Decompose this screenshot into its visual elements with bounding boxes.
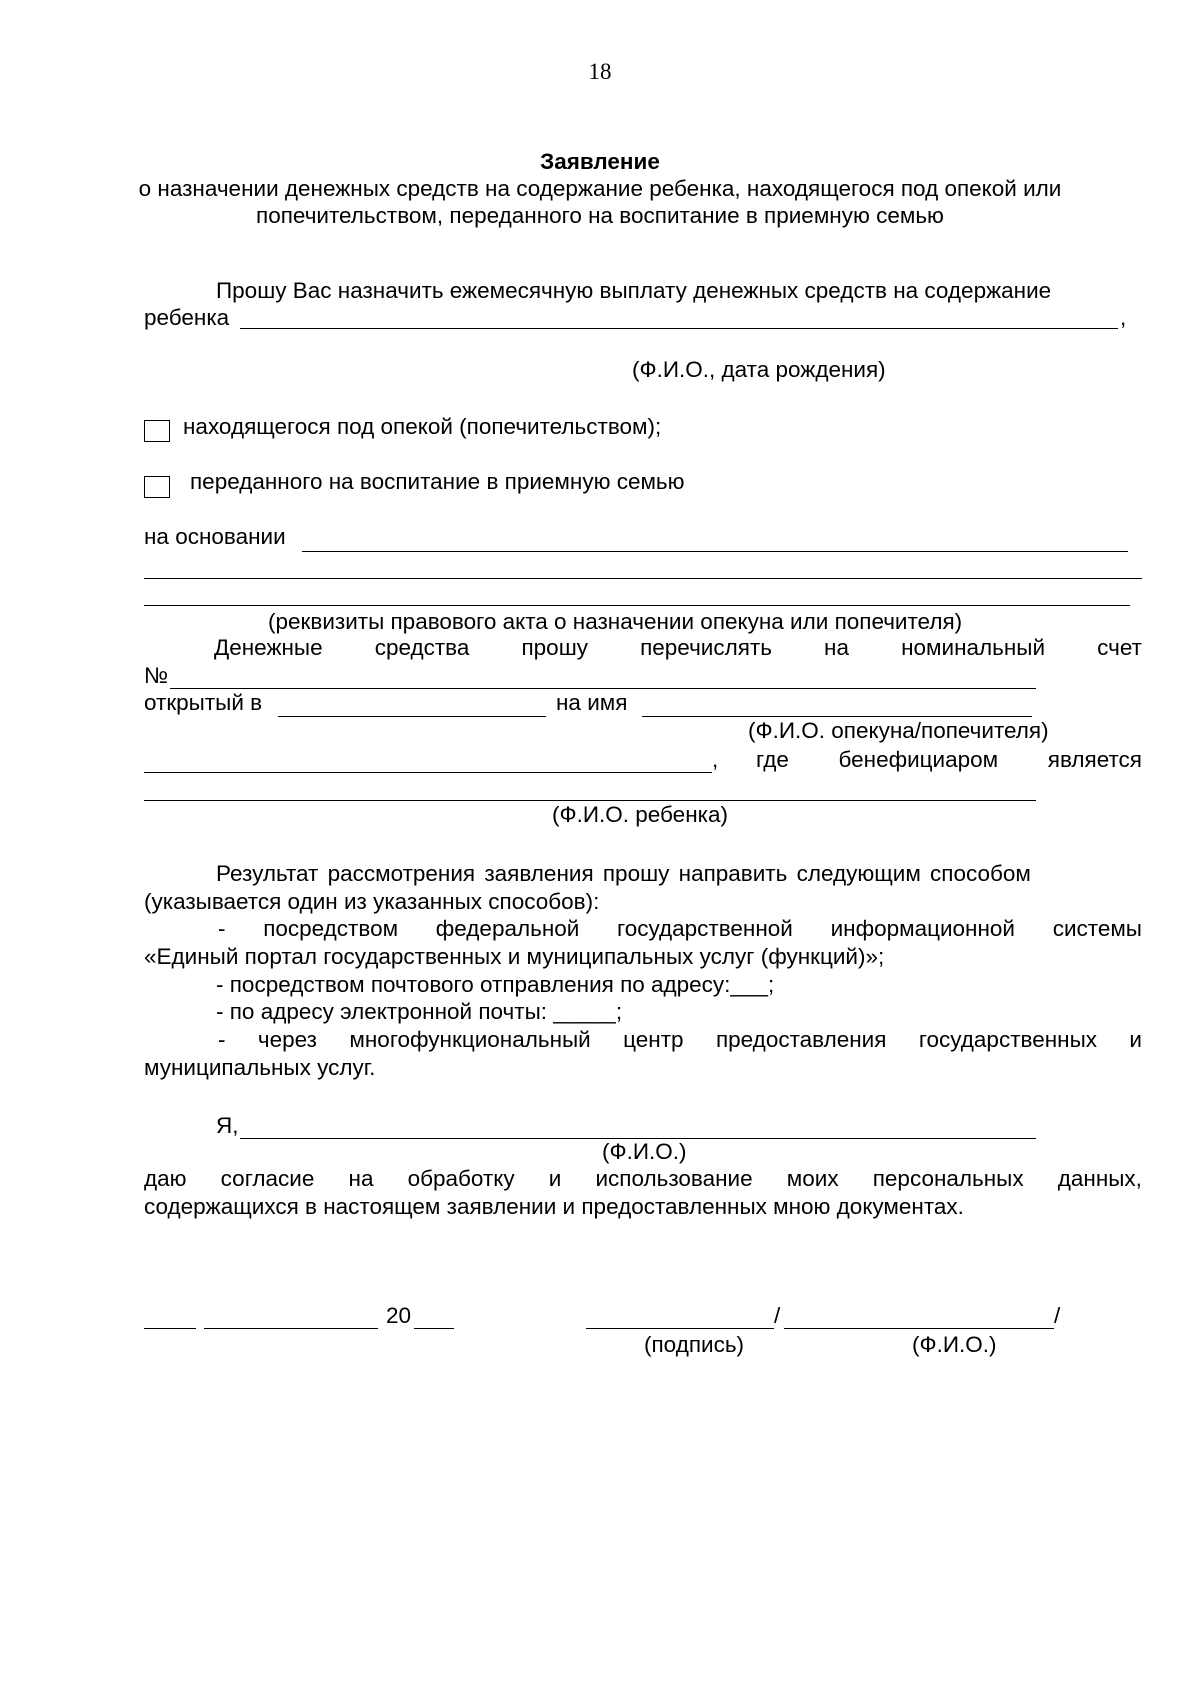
account-word: перечислять	[640, 635, 772, 660]
mfc-word: многофункциональный	[349, 1027, 591, 1052]
account-word: счет	[1097, 635, 1142, 660]
mfc-word: -	[218, 1027, 226, 1052]
consent-word: данных,	[1057, 1166, 1142, 1191]
beneficiary-child-hint: (Ф.И.О. ребенка)	[552, 802, 728, 827]
signature-slash-1: /	[774, 1303, 781, 1328]
foster-family-checkbox[interactable]	[144, 476, 170, 498]
child-label: ребенка	[144, 305, 230, 330]
consent-word: и	[548, 1166, 562, 1191]
signature-hint: (подпись)	[644, 1332, 745, 1357]
consent-word: моих	[786, 1166, 839, 1191]
bank-name-blank[interactable]	[278, 716, 546, 717]
basis-hint: (реквизиты правового акта о назначении опекуна или попечителя)	[268, 609, 963, 634]
beneficiary-word: бенефициаром	[838, 747, 999, 772]
signature-slash-2: /	[1054, 1303, 1061, 1328]
beneficiary-word: является	[1047, 747, 1142, 772]
epgu-word: системы	[1052, 916, 1142, 941]
mfc-word: государственных	[918, 1027, 1097, 1052]
result-line1: Результат рассмотрения заявления прошу направить следующим способом	[216, 861, 1031, 886]
signature-fio-blank[interactable]	[784, 1328, 1054, 1329]
epgu-word: посредством	[263, 916, 399, 941]
account-word: Денежные	[214, 635, 323, 660]
email-option: - по адресу электронной почты: _____;	[216, 999, 623, 1024]
consent-word: использование	[595, 1166, 753, 1191]
epgu-word: информационной	[830, 916, 1015, 941]
page-number: 18	[588, 59, 612, 84]
epgu-word: федеральной	[435, 916, 580, 941]
document-subtitle-line2: попечительством, переданного на воспитание в приемную семью	[256, 203, 944, 228]
date-year-blank[interactable]	[414, 1328, 454, 1329]
mfc-word: предоставления	[715, 1027, 887, 1052]
basis-blank-2[interactable]	[144, 578, 1142, 579]
consent-word: на	[348, 1166, 374, 1191]
epgu-option-line	[218, 915, 1142, 943]
epgu-word: -	[218, 916, 226, 941]
guardianship-checkbox-label: находящегося под опекой (попечительством);	[183, 414, 662, 439]
guardianship-checkbox[interactable]	[144, 420, 170, 442]
basis-blank-1[interactable]	[302, 551, 1128, 552]
guardian-hint: (Ф.И.О. опекуна/попечителя)	[748, 718, 1049, 743]
mfc-option-line2: муниципальных услуг.	[144, 1055, 376, 1080]
consent-fio-hint: (Ф.И.О.)	[602, 1139, 687, 1164]
account-extra-blank[interactable]	[144, 772, 712, 773]
mfc-option-line	[218, 1026, 1142, 1054]
mfc-word: через	[257, 1027, 317, 1052]
beneficiary-word: где	[756, 747, 789, 772]
beneficiary-line	[756, 746, 1142, 774]
consent-word: обработку	[407, 1166, 515, 1191]
document-subtitle-line1: о назначении денежных средств на содержание ребенка, находящегося под опекой или	[138, 176, 1062, 201]
date-day-blank[interactable]	[144, 1328, 196, 1329]
epgu-word: государственной	[617, 916, 793, 941]
account-request-line	[214, 634, 1142, 662]
signature-blank[interactable]	[586, 1328, 774, 1329]
document-title: Заявление	[540, 149, 660, 174]
opened-in-label: открытый в	[144, 690, 263, 715]
consent-word: согласие	[220, 1166, 315, 1191]
signature-fio-hint: (Ф.И.О.)	[912, 1332, 997, 1357]
consent-i-label: Я,	[216, 1113, 239, 1138]
request-line1: Прошу Вас назначить ежемесячную выплату денежных средств на содержание	[216, 278, 1052, 303]
account-word: прошу	[521, 635, 588, 660]
account-extra-comma: ,	[712, 747, 719, 772]
result-line2: (указывается один из указанных способов):	[144, 889, 600, 914]
post-option: - посредством почтового отправления по адресу:___;	[216, 972, 775, 997]
account-number-sign: №	[144, 663, 169, 688]
basis-blank-3[interactable]	[144, 605, 1130, 606]
consent-line2: содержащихся в настоящем заявлении и предоставленных мною документах.	[144, 1194, 964, 1219]
account-word: на	[824, 635, 849, 660]
date-year-prefix: 20	[386, 1303, 412, 1328]
foster-family-checkbox-label: переданного на воспитание в приемную семью	[190, 469, 685, 494]
account-word: номинальный	[901, 635, 1046, 660]
basis-label: на основании	[144, 524, 286, 549]
account-word: средства	[374, 635, 470, 660]
child-name-blank[interactable]	[240, 328, 1118, 329]
epgu-option-line2: «Единый портал государственных и муниципальных услуг (функций)»;	[144, 944, 885, 969]
consent-word: даю	[144, 1166, 187, 1191]
consent-word: персональных	[872, 1166, 1024, 1191]
mfc-word: центр	[623, 1027, 684, 1052]
child-hint: (Ф.И.О., дата рождения)	[632, 357, 886, 382]
mfc-word: и	[1129, 1027, 1142, 1052]
date-month-blank[interactable]	[204, 1328, 378, 1329]
child-comma: ,	[1120, 305, 1127, 330]
consent-line1	[144, 1165, 1142, 1193]
in-name-label: на имя	[556, 690, 628, 715]
